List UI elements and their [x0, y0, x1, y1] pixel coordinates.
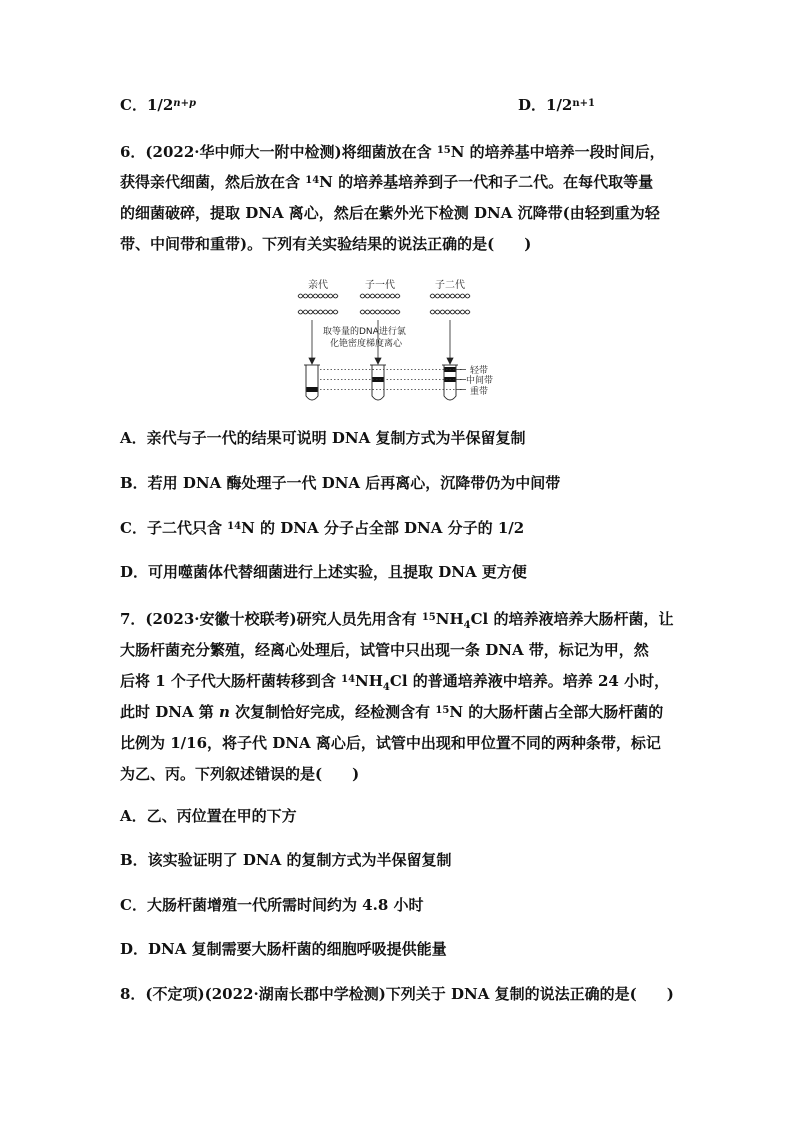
- isotope-superscript: 14: [305, 174, 320, 186]
- dna-centrifuge-figure: [290, 278, 510, 403]
- q6-stem-line-1: [120, 142, 690, 162]
- q7-option-a: A．乙、丙位置在甲的下方: [120, 807, 297, 825]
- q6-stem-line-3: 的细菌破碎，提取 DNA 离心，然后在紫外光下检测 DNA 沉降带(由轻到重为轻: [120, 204, 660, 222]
- test-tube-parent: [304, 365, 320, 400]
- dna-helix-f2: [430, 294, 470, 314]
- q6-stem-line-4: 带、中间带和重带)。下列有关实验结果的说法正确的是( ): [120, 235, 532, 253]
- isotope-superscript: 15: [435, 704, 450, 716]
- q6-stem-text: N 的培养基培养到子一代和子二代。在每代取等量: [319, 173, 654, 191]
- process-note-line-1: 取等量的DNA进行氯: [323, 327, 406, 337]
- band-label-middle: 中间带: [466, 376, 494, 386]
- q5-option-d-text: D．1/2: [518, 96, 573, 114]
- dna-helix-parent: [298, 294, 338, 314]
- q7-stem-text: Cl 的普通培养液中培养。培养 24 小时，: [389, 672, 670, 690]
- gen-label-parent: 亲代: [308, 280, 328, 291]
- formula-subscript: 4: [382, 681, 390, 693]
- q6-option-c-text: N 的 DNA 分子占全部 DNA 分子的 1/2: [241, 519, 525, 537]
- q7-stem-text: 此时 DNA 第: [120, 703, 220, 721]
- q7-stem-text: Cl 的培养液培养大肠杆菌，让: [470, 610, 674, 628]
- q7-stem-line-5: 比例为 1/16，将子代 DNA 离心后，试管中出现和甲位置不同的两种条带，标记: [120, 734, 661, 752]
- q7-stem-line-6: 为乙、丙。下列叙述错误的是( ): [120, 765, 360, 783]
- dna-helix-f1: [360, 294, 400, 314]
- band-middle-f1: [373, 377, 384, 382]
- q6-option-c: [120, 518, 690, 538]
- band-reference-lines: [320, 370, 462, 390]
- q8-stem-line-1: 8．(不定项)(2022·湖南长郡中学检测)下列关于 DNA 复制的说法正确的是( ): [120, 985, 674, 1003]
- q7-stem-line-1: [120, 609, 690, 629]
- q6-option-b: B．若用 DNA 酶处理子一代 DNA 后再离心，沉降带仍为中间带: [120, 474, 561, 492]
- band-label-light: 轻带: [470, 366, 489, 376]
- band-heavy-parent: [307, 387, 318, 392]
- q7-stem-line-4: [120, 702, 690, 722]
- q6-option-c-text: C．子二代只含: [120, 519, 228, 537]
- q7-stem-text: NH: [355, 672, 383, 690]
- q5-option-c: [120, 95, 690, 115]
- q7-option-d: D．DNA 复制需要大肠杆菌的细胞呼吸提供能量: [120, 940, 447, 958]
- gen-label-f2: 子二代: [435, 280, 465, 291]
- q5-option-d: [518, 95, 595, 115]
- q7-stem-line-3: [120, 671, 690, 691]
- q7-stem-text: 后将 1 个子代大肠杆菌转移到含: [120, 672, 342, 690]
- q6-stem-text: 获得亲代细菌，然后放在含: [120, 173, 306, 191]
- q7-stem-line-2: 大肠杆菌充分繁殖，经离心处理后，试管中只出现一条 DNA 带，标记为甲，然: [120, 641, 649, 659]
- q6-option-a: A．亲代与子一代的结果可说明 DNA 复制方式为半保留复制: [120, 429, 526, 447]
- q7-stem-text: 7．(2023·安徽十校联考)研究人员先用含有: [120, 610, 422, 628]
- band-label-heavy: 重带: [470, 387, 489, 397]
- isotope-superscript: 15: [436, 144, 451, 156]
- isotope-superscript: 14: [227, 520, 242, 532]
- variable-n: n: [219, 703, 230, 721]
- isotope-superscript: 15: [421, 611, 436, 623]
- q7-option-b: B．该实验证明了 DNA 的复制方式为半保留复制: [120, 851, 452, 869]
- q7-stem-text: N 的大肠杆菌占全部大肠杆菌的: [449, 703, 664, 721]
- q7-option-c: C．大肠杆菌增殖一代所需时间约为 4.8 小时: [120, 896, 424, 914]
- test-tube-f1: [370, 365, 386, 400]
- q5-option-d-exponent: n+1: [572, 97, 595, 109]
- band-label-arrows: [458, 370, 466, 390]
- q6-stem-text: 6．(2022·华中师大一附中检测)将细菌放在含: [120, 143, 437, 161]
- test-tube-f2: [442, 365, 458, 400]
- q6-stem-line-2: [120, 172, 690, 192]
- formula-subscript: 4: [463, 619, 471, 631]
- q6-stem-text: N 的培养基中培养一段时间后，: [450, 143, 665, 161]
- q7-stem-text: NH: [435, 610, 464, 628]
- process-note-line-2: 化铯密度梯度离心: [330, 339, 403, 349]
- q5-option-c-exponent: n+p: [173, 97, 196, 109]
- gen-label-f1: 子一代: [365, 280, 395, 291]
- isotope-superscript: 14: [341, 673, 356, 685]
- q6-option-d: D．可用噬菌体代替细菌进行上述实验，且提取 DNA 更方便: [120, 563, 527, 581]
- q5-option-c-text: C．1/2: [120, 96, 174, 114]
- q7-stem-text: 次复制恰好完成，经检测含有: [229, 703, 436, 721]
